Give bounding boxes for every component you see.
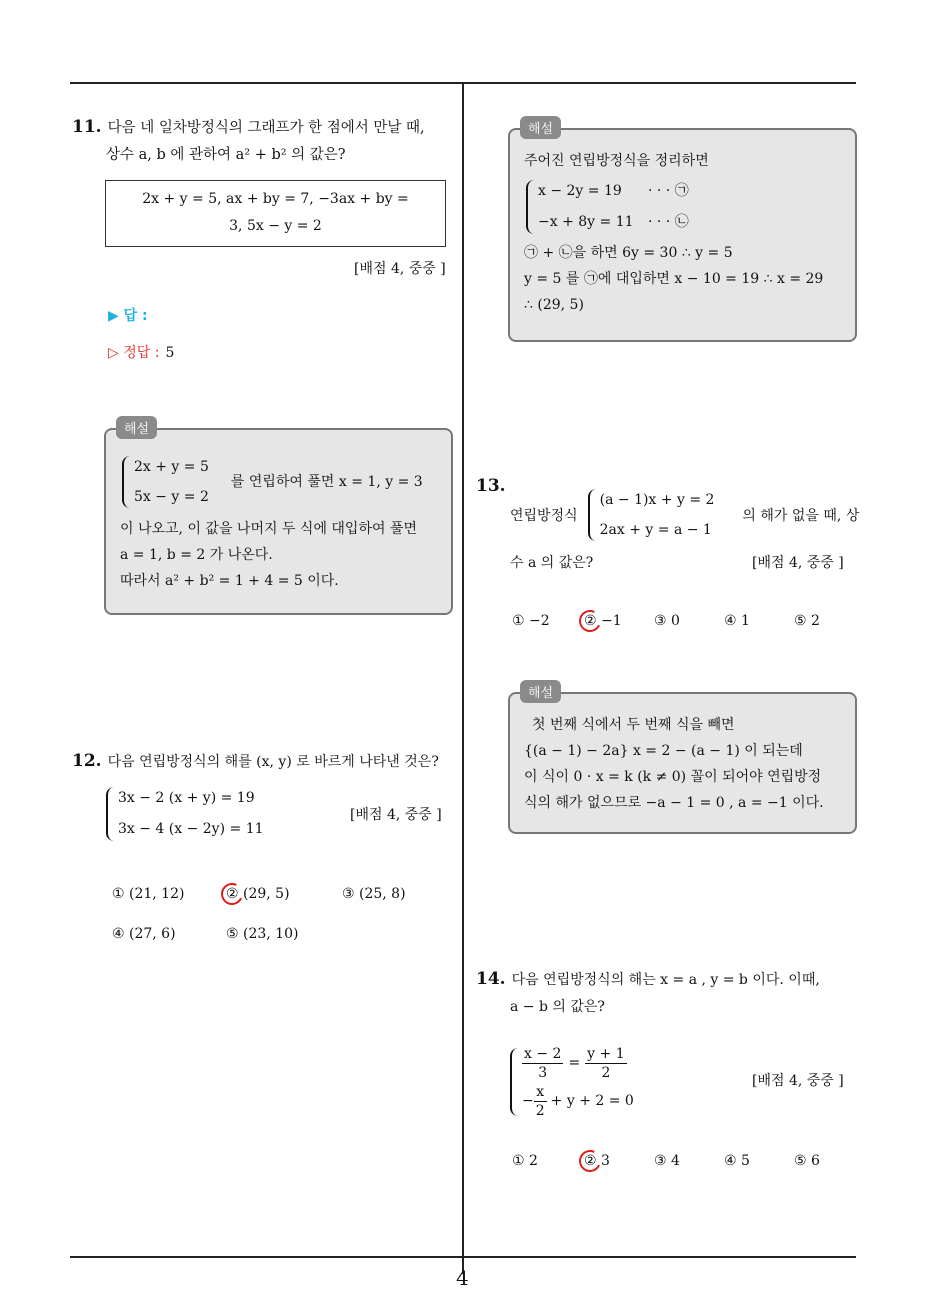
equation-line: x − 2y = 19 xyxy=(538,183,622,199)
equation-system-12 xyxy=(104,783,264,845)
option-1[interactable]: ① −2 xyxy=(512,613,550,629)
equation-mark: · · · ㉡ xyxy=(648,214,689,230)
denominator: 3 xyxy=(538,1064,548,1081)
equals-sign: = xyxy=(568,1055,581,1071)
score-label: [배점 4, 중중 ] xyxy=(752,555,844,571)
equation-mark: · · · ㉠ xyxy=(648,183,689,199)
selected-answer-mark xyxy=(218,880,246,908)
question-text: 수 a 의 값은? xyxy=(510,555,594,571)
denominator: 2 xyxy=(601,1064,611,1081)
solution-text: y = 5 를 ㉠에 대입하면 x − 10 = 19 ∴ x = 29 xyxy=(524,271,824,287)
option-3[interactable]: ③ 4 xyxy=(654,1153,680,1169)
fraction xyxy=(585,1045,626,1082)
equation-line: 3x − 4 (x − 2y) = 11 xyxy=(118,821,264,837)
question-number: 11. xyxy=(72,117,102,137)
solution-box-13 xyxy=(508,686,857,834)
solution-text: 식의 해가 없으므로 −a − 1 = 0 , a = −1 이다. xyxy=(524,795,824,811)
score-label: [배점 4, 중중 ] xyxy=(752,1073,844,1089)
question-13-text xyxy=(510,485,859,545)
option-2[interactable]: ② (29, 5) xyxy=(226,886,290,902)
option-4[interactable]: ④ 5 xyxy=(724,1153,750,1169)
column-divider xyxy=(462,82,464,1274)
solution-text: 주어진 연립방정식을 정리하면 xyxy=(524,153,709,169)
correct-answer xyxy=(108,342,174,362)
equation-system xyxy=(586,485,715,545)
solution-text: ㉠ + ㉡을 하면 6y = 30 ∴ y = 5 xyxy=(524,245,733,261)
solution-tag: 해설 xyxy=(116,416,157,439)
question-12 xyxy=(72,748,462,776)
option-3[interactable]: ③ 0 xyxy=(654,613,680,629)
question-11 xyxy=(72,114,456,169)
question-number: 12. xyxy=(72,751,102,771)
numerator: y + 1 xyxy=(587,1045,625,1062)
answer-label: ▶ 답 : xyxy=(108,308,148,324)
equation-rest: + y + 2 = 0 xyxy=(550,1093,634,1109)
equation-line: 3, 5x − y = 2 xyxy=(229,218,322,234)
question-text: 다음 연립방정식의 해는 x = a , y = b 이다. 이때, xyxy=(511,972,820,988)
minus-sign: − xyxy=(522,1093,534,1109)
question-text: a − b 의 값은? xyxy=(510,999,605,1015)
solution-text: 이 나오고, 이 값을 나머지 두 식에 대입하여 풀면 xyxy=(120,521,418,537)
solution-body xyxy=(524,712,841,816)
option-1[interactable]: ① (21, 12) xyxy=(112,886,185,902)
numerator: x xyxy=(534,1083,547,1102)
solution-text: a = 1, b = 2 가 나온다. xyxy=(120,547,273,563)
solution-body xyxy=(524,148,841,318)
score-label: [배점 4, 중중 ] xyxy=(354,261,446,277)
solution-tag: 해설 xyxy=(520,116,561,139)
solution-box-12 xyxy=(508,122,857,342)
question-text: 다음 연립방정식의 해를 (x, y) 로 바르게 나타낸 것은? xyxy=(107,754,439,770)
equation-line: 2x + y = 5 xyxy=(134,459,209,475)
equation-system xyxy=(524,176,689,238)
equation-system xyxy=(104,783,264,845)
score-label: [배점 4, 중중 ] xyxy=(350,807,442,823)
option-5[interactable]: ⑤ (23, 10) xyxy=(226,926,299,942)
question-text: 의 해가 없을 때, 상 xyxy=(742,508,860,524)
correct-label: ▷ 정답 : xyxy=(108,345,160,361)
solution-text: 첫 번째 식에서 두 번째 식을 빼면 xyxy=(532,717,735,733)
equation-line: −x + 8y = 11 xyxy=(538,214,634,230)
solution-tag: 해설 xyxy=(520,680,561,703)
equation-line: 3x − 2 (x + y) = 19 xyxy=(118,790,255,806)
question-text: 연립방정식 xyxy=(510,508,578,524)
denominator: 2 xyxy=(535,1102,545,1119)
question-text: 상수 a, b 에 관하여 a² + b² 의 값은? xyxy=(106,147,346,163)
option-3[interactable]: ③ (25, 8) xyxy=(342,886,406,902)
solution-text: ∴ (29, 5) xyxy=(524,297,584,313)
fraction xyxy=(534,1083,547,1120)
question-text: 다음 네 일차방정식의 그래프가 한 점에서 만날 때, xyxy=(107,120,425,136)
solution-body xyxy=(120,452,437,594)
equation-line: 2x + y = 5, ax + by = 7, −3ax + by = xyxy=(142,191,409,207)
fraction xyxy=(522,1045,563,1082)
question-14 xyxy=(476,966,860,1021)
option-1[interactable]: ① 2 xyxy=(512,1153,538,1169)
equation-line: (a − 1)x + y = 2 xyxy=(599,492,715,508)
solution-text: 따라서 a² + b² = 1 + 4 = 5 이다. xyxy=(120,573,339,589)
page-number: 4 xyxy=(456,1266,469,1290)
question-number: 13. xyxy=(476,476,506,496)
equation-line: 5x − y = 2 xyxy=(134,489,209,505)
option-2[interactable]: ② −1 xyxy=(584,613,622,629)
option-5[interactable]: ⑤ 6 xyxy=(794,1153,820,1169)
numerator: x − 2 xyxy=(524,1045,562,1062)
solution-box-11 xyxy=(104,422,453,615)
selected-answer-mark xyxy=(576,607,604,635)
question-number: 14. xyxy=(476,969,506,989)
equation-system-14 xyxy=(508,1044,634,1120)
solution-text: {(a − 1) − 2a} x = 2 − (a − 1) 이 되는데 xyxy=(524,743,803,759)
option-2[interactable]: ② 3 xyxy=(584,1153,610,1169)
equation-box xyxy=(105,180,446,247)
solution-text: 를 연립하여 풀면 x = 1, y = 3 xyxy=(230,474,423,490)
equation-line: 2ax + y = a − 1 xyxy=(599,522,712,538)
selected-answer-mark xyxy=(576,1147,604,1175)
option-5[interactable]: ⑤ 2 xyxy=(794,613,820,629)
correct-value: 5 xyxy=(165,345,175,361)
option-4[interactable]: ④ (27, 6) xyxy=(112,926,176,942)
solution-text: 이 식이 0 · x = k (k ≠ 0) 꼴이 되어야 연립방정 xyxy=(524,769,822,785)
equation-system xyxy=(508,1044,634,1120)
option-4[interactable]: ④ 1 xyxy=(724,613,750,629)
equation-system xyxy=(120,452,209,512)
